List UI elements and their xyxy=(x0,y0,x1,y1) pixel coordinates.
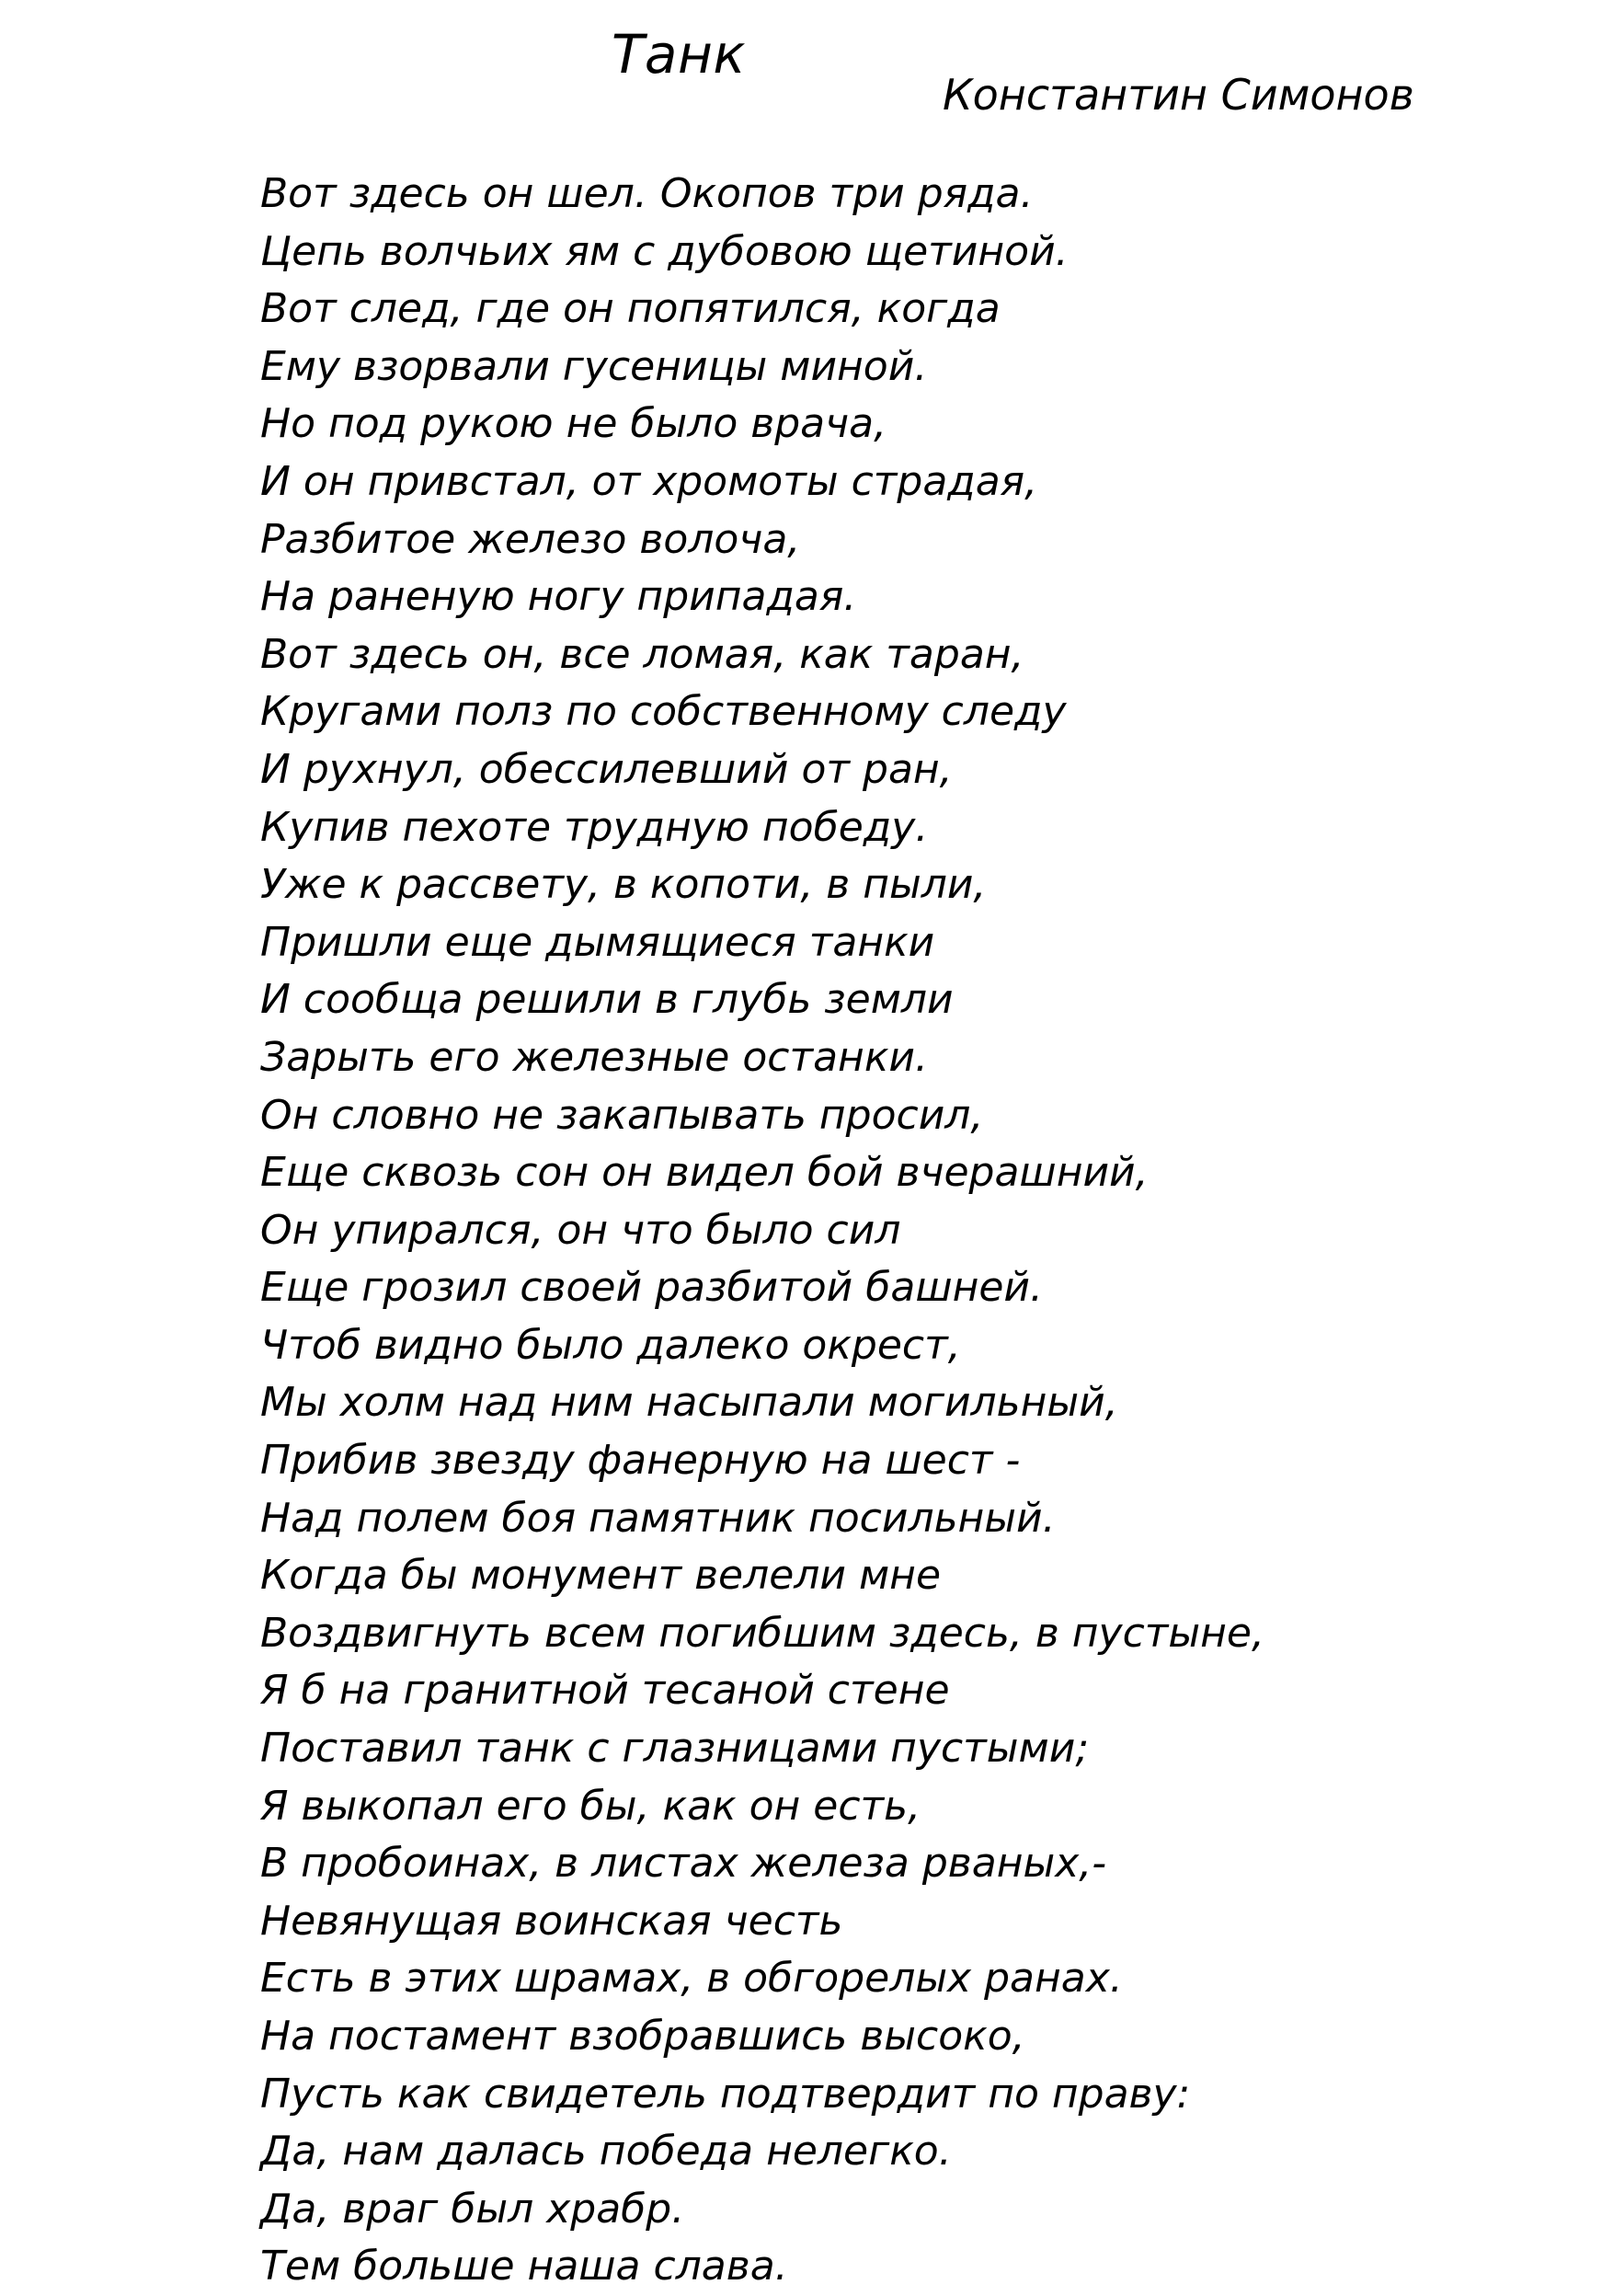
poem-line: Над полем боя памятник посильный. xyxy=(260,1494,1056,1542)
poem-line: Он словно не закапывать просил, xyxy=(260,1091,984,1139)
poem-line: Чтоб видно было далеко окрест, xyxy=(260,1321,961,1369)
poem-line: Пришли еще дымящиеся танки xyxy=(260,918,935,966)
poem-line: И сообща решили в глубь земли xyxy=(260,976,954,1024)
poem-line: Цепь волчьих ям с дубовою щетиной. xyxy=(260,227,1069,275)
poem-line: Зарыть его железные останки. xyxy=(260,1033,928,1081)
poem-line: Ему взорвали гусеницы миной. xyxy=(260,342,928,390)
poem-line: Вот здесь он, все ломая, как таран, xyxy=(260,630,1024,678)
poem-line: И он привстал, от хромоты страдая, xyxy=(260,457,1038,505)
poem-line: Невянущая воинская честь xyxy=(260,1897,843,1945)
poem-line: В пробоинах, в листах железа рваных,- xyxy=(260,1840,1107,1888)
poem-line: Кругами полз по собственному следу xyxy=(260,688,1067,736)
poem-author: Константин Симонов xyxy=(943,70,1414,120)
poem-line: Еще грозил своей разбитой башней. xyxy=(260,1264,1043,1312)
poem-line: Прибив звезду фанерную на шест - xyxy=(260,1437,1021,1485)
poem-line: Воздвигнуть всем погибшим здесь, в пустыне, xyxy=(260,1609,1264,1657)
poem-line: Но под рукою не было врача, xyxy=(260,400,887,448)
poem-line: Поставил танк с глазницами пустыми; xyxy=(260,1725,1090,1773)
poem-line: Я б на гранитной тесаной стене xyxy=(260,1667,950,1715)
poem-line: Да, нам далась победа нелегко. xyxy=(260,2128,952,2175)
poem-line: Купив пехоте трудную победу. xyxy=(260,803,929,851)
poem-line: Уже к рассвету, в копоти, в пыли, xyxy=(260,861,987,909)
poem-line: Разбитое железо волоча, xyxy=(260,515,801,563)
poem-line: Еще сквозь сон он видел бой вчерашний, xyxy=(260,1149,1149,1197)
poem-line: Есть в этих шрамах, в обгорелых ранах. xyxy=(260,1955,1123,2003)
poem-line: Когда бы монумент велели мне xyxy=(260,1552,942,1600)
poem-line: Да, враг был храбр. xyxy=(260,2185,685,2233)
poem-body xyxy=(260,166,1264,2296)
poem-line: На раненую ногу припадая. xyxy=(260,573,857,621)
poem-line: Тем больше наша слава. xyxy=(260,2243,788,2290)
poem-line: На постамент взобравшись высоко, xyxy=(260,2013,1025,2060)
poem-line: Пусть как свидетель подтвердит по праву: xyxy=(260,2070,1191,2118)
poem-title: Танк xyxy=(612,23,746,86)
poem-line: И рухнул, обессилевший от ран, xyxy=(260,745,953,793)
poem-line: Вот здесь он шел. Окопов три ряда. xyxy=(260,170,1034,217)
poem-line: Вот след, где он попятился, когда xyxy=(260,285,1001,333)
poem-line: Он упирался, он что было сил xyxy=(260,1206,901,1254)
poem-line: Мы холм над ним насыпали могильный, xyxy=(260,1379,1118,1427)
poem-line: Я выкопал его бы, как он есть, xyxy=(260,1782,921,1830)
